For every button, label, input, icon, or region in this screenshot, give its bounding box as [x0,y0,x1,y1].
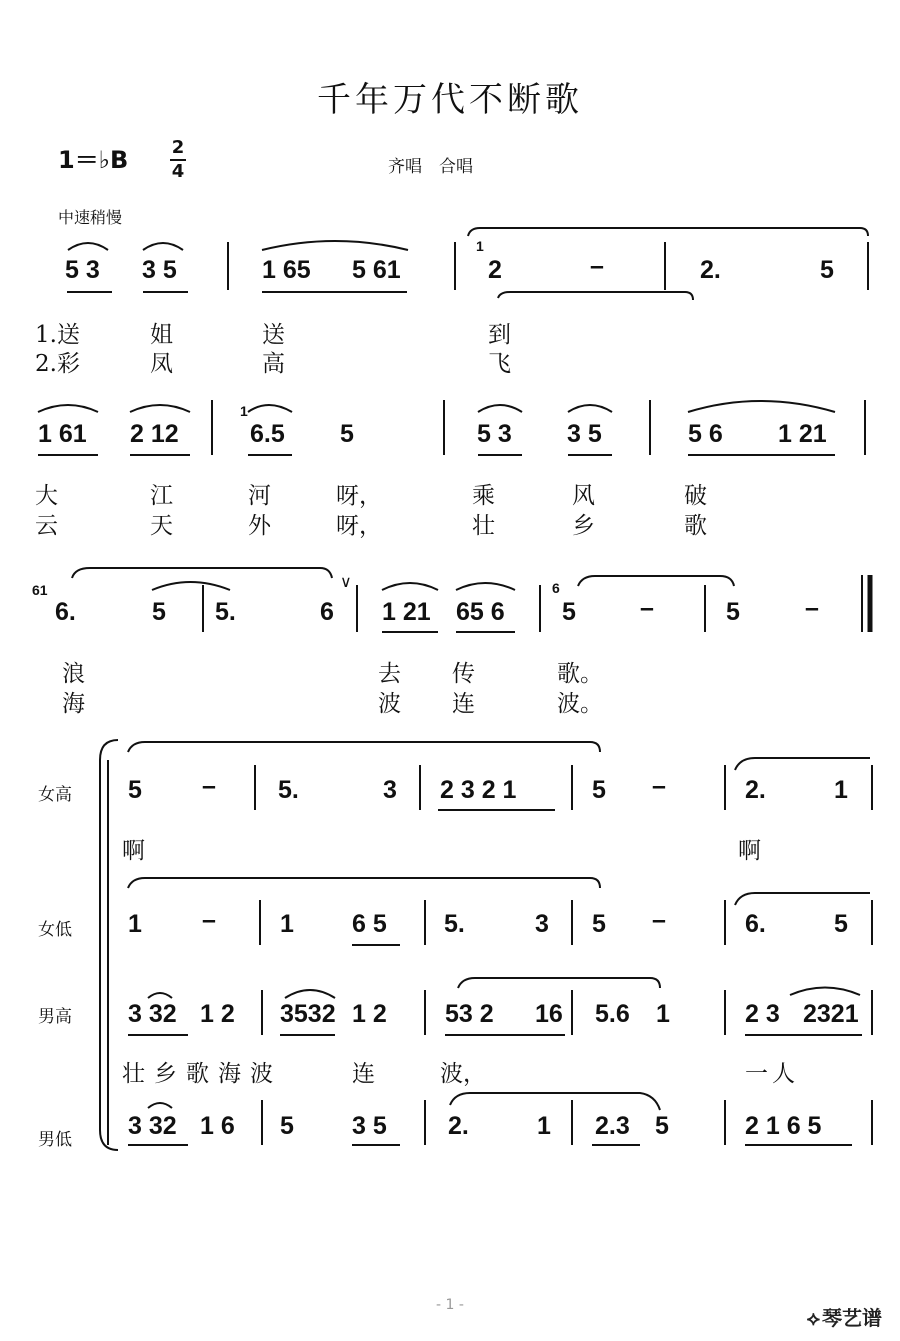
lyric: 啊 [122,838,145,864]
lyric: 送 [262,322,285,348]
note-group: 5. [215,598,236,626]
note-group: 2 12 [130,420,179,448]
note-group: 1 2 [200,1000,235,1028]
lyric: 云 [35,513,58,539]
note-group: 1 65 [262,256,311,284]
dash: – [652,906,666,934]
note-group: 6 [320,598,334,626]
note-group: 3 [383,776,397,804]
note-group: 6. [745,910,766,938]
lyric: 高 [262,351,285,377]
note-group: 16 [535,1000,563,1028]
logo-text: 琴艺谱 [822,1306,882,1330]
lyric: 呀， [336,513,382,539]
dash: – [652,772,666,800]
lyric: 波 [378,691,401,717]
lyric: 乘 [472,483,495,509]
lyric: 天 [150,513,173,539]
note-group: 2. [700,256,721,284]
lyric: 歌 [684,513,707,539]
note-group: 1 [128,910,142,938]
note-group: 3 32 [128,1000,177,1028]
lyric: 风 [572,483,595,509]
note-group: 5 [834,910,848,938]
site-logo [807,1302,882,1331]
note-group: 65 6 [456,598,505,626]
note-group: 6 5 [352,910,387,938]
part-label-soprano: 女高 [38,785,72,805]
lyric: 浪 [62,661,85,687]
note-group: 2. [448,1112,469,1140]
lyric: 姐 [150,322,173,348]
note-group: 2321 [803,1000,859,1028]
note-group: 6.5 [250,420,285,448]
lyric: 外 [248,513,271,539]
dash: – [202,772,216,800]
note-group: 3 5 [352,1112,387,1140]
grace-note: 6 [552,580,560,596]
note-group: 5.6 [595,1000,630,1028]
note-group: 1 21 [382,598,431,626]
note-group: 5 [820,256,834,284]
part-label-alto: 女低 [38,920,72,940]
lyric: 连 [452,691,475,717]
note-group: 3 32 [128,1112,177,1140]
lyric: 大 [35,483,58,509]
lyric: 壮 [472,513,495,539]
note-group: 5 [340,420,354,448]
lyric: 乡 [572,513,595,539]
note-group: 5 [280,1112,294,1140]
breath-mark: ∨ [340,574,352,591]
lyric: 河 [248,483,271,509]
meter-bottom: 4 [171,161,185,182]
note-group: 6. [55,598,76,626]
lyric: 去 [378,661,401,687]
note-group: 1 [537,1112,551,1140]
note-group: 1 [656,1000,670,1028]
note-group: 5 [592,776,606,804]
lyric: 传 [452,661,475,687]
note-group: 5. [444,910,465,938]
note-group: 5 6 [688,420,723,448]
note-group: 5 [128,776,142,804]
note-group: 2 3 2 1 [440,776,517,804]
note-group: 5 3 [477,420,512,448]
note-group: 1 [834,776,848,804]
lyric: 波。 [557,691,603,717]
tempo-marking: 中速稍慢 [58,208,123,227]
note-group: 5 [655,1112,669,1140]
note-group: 1 61 [38,420,87,448]
logo-icon: ⟡ [806,1306,820,1330]
note-group: 2 1 6 5 [745,1112,822,1140]
lyric: 飞 [488,351,511,377]
part-label-bass: 男低 [38,1130,72,1150]
note-group: 5 3 [65,256,100,284]
note-group: 2 [488,256,502,284]
note-group: 3 5 [142,256,177,284]
lyric: 江 [150,483,173,509]
dash: – [805,594,819,622]
lyric: 波， [440,1061,486,1087]
lyric: 一人 [745,1061,799,1087]
lyric: 海 [62,691,85,717]
note-group: 53 2 [445,1000,494,1028]
lyric: 呀， [336,483,382,509]
note-group: 3532 [280,1000,336,1028]
meter-top: 2 [171,137,185,158]
note-group: 1 6 [200,1112,235,1140]
note-group: 5 61 [352,256,401,284]
lyric: 壮乡歌海波 [122,1061,282,1087]
grace-note: 1 [240,403,248,419]
lyric: 歌。 [557,661,603,687]
lyric: 连 [352,1061,375,1087]
grace-note: 1 [476,238,484,254]
page-title: 千年万代不断歌 [317,80,583,120]
dash: – [640,594,654,622]
note-group: 1 21 [778,420,827,448]
note-group: 3 5 [567,420,602,448]
lyric: 2.彩 [35,351,80,377]
performance-mode: 齐唱 合唱 [388,157,473,177]
lyric: 凤 [150,351,173,377]
note-group: 2 3 [745,1000,780,1028]
note-group: 5 [726,598,740,626]
note-group: 5 [562,598,576,626]
lyric: 到 [488,322,511,348]
note-group: 3 [535,910,549,938]
page-number: - 1 - [436,1297,464,1313]
part-label-tenor: 男高 [38,1007,72,1027]
note-group: 2. [745,776,766,804]
note-group: 1 2 [352,1000,387,1028]
note-group: 2.3 [595,1112,630,1140]
lyric: 破 [684,483,707,509]
dash: – [590,252,604,280]
grace-note: 61 [32,582,48,598]
dash: – [202,906,216,934]
note-group: 5 [592,910,606,938]
lyric: 1.送 [35,322,80,348]
note-group: 1 [280,910,294,938]
key-signature: 1＝♭B [58,146,129,174]
note-group: 5 [152,598,166,626]
lyric: 啊 [738,838,761,864]
note-group: 5. [278,776,299,804]
